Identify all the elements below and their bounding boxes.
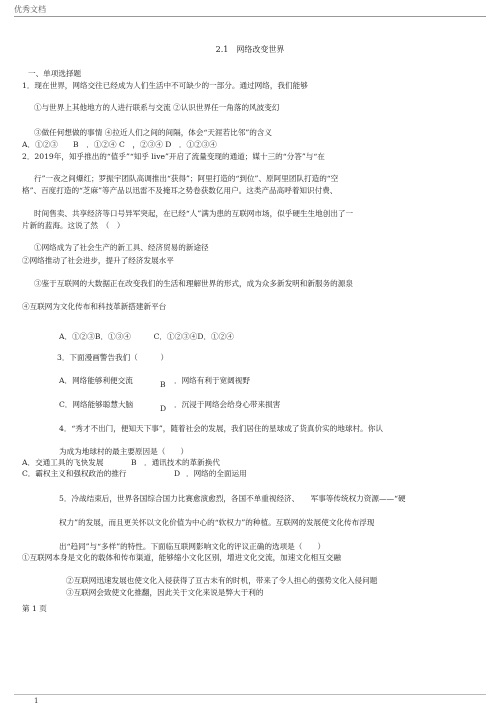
q3-option-c: C．网络能够聪慧大脑 (59, 400, 134, 409)
footer-rule (14, 694, 486, 695)
q3-option-b-mark: B (160, 380, 166, 389)
q5-option-line: ③互联网会致使文化推翻，因此关于文化来说是弊大于利的 (66, 588, 264, 597)
q4-option-a: A．交通工具的飞快发展 (22, 458, 104, 467)
section-title: 2.1 网络改变世界 (215, 45, 285, 54)
q2-answers: A．①②③B．①③④ C．①②③④D．①②④ (59, 332, 234, 341)
q2-stem-line: 2．2019年，知乎推出的“值乎”“知乎 live”开启了流量变现的通道；媒十三的“分答”与“在 (22, 152, 325, 161)
page-label: 第 1 页 (22, 604, 47, 613)
header-label: 优秀文档 (14, 5, 46, 14)
q5-stem-line: 权力”的发展，而且更关怀以文化价值为中心的“软权力”的种植。互联网的发展使文化传布浮现 (59, 518, 375, 527)
q3-option-a: A．网络能够利便交流 (59, 376, 133, 385)
q3-stem: 3．下面漫画警告我们（ ） (57, 353, 169, 362)
q5-stem-line: 出“趋同”与“多样”的特性。下面临互联网影响文化的评议正确的选项是（ ） (59, 542, 326, 551)
q2-option-line: ②网络推动了社会进步，提升了经济发展水平 (22, 256, 174, 265)
q3-option-d: ．沉浸于网络会给身心带来损害 (174, 400, 281, 409)
q4-option-b: ．通讯技术的革新换代 (144, 458, 220, 467)
header-rule (14, 16, 486, 17)
q2-stem-line: 行”一夜之间爆红；罗振宇团队高调推出“获得”；阿里打造的“到位”、原阿里团队打造的“空 (34, 174, 339, 183)
part-heading: 一、单项选择题 (28, 69, 82, 78)
q2-option-line: ③鉴于互联网的大数据正在改变我们的生活和理解世界的形式，成为众多新发明和新服务的源泉 (34, 279, 353, 288)
q3-option-b: ．网络有利于宽阔视野 (174, 376, 250, 385)
q1-stem: 1．现在世界，网络交往已经成为人们生活中不可缺少的一部分。通过网络，我们能够 (22, 81, 308, 90)
q1-answers: A．①②③ B ．①②④ C ，②③④ D ．①②③④ (22, 140, 217, 149)
q2-stem-line: 时间售卖、共享经济等口号异军突起，在已经“人”满为患的互联网市场，似乎硬生生地创出了一 (34, 209, 354, 218)
q5-option-line: ①互联网本身是文化的载体和传布渠道，能够缩小文化区别，增进文化交流，加速文化相互交融 (22, 553, 341, 562)
q4-option-b-mark: B (131, 458, 137, 467)
page-number: 1 (34, 697, 39, 705)
q5-option-line: ②互联网迅速发展也使文化入侵获得了亘古未有的时机，带来了令人担心的强势文化入侵问题 (66, 576, 378, 585)
q4-stem-line: 4．“秀才不出门，便知天下事”，随着社会的发展，我们居住的星球成了货真价实的地球村。你认 (59, 424, 383, 433)
q2-option-line: ①网络成为了社会生产的新工具、经济贸易的新途径 (34, 243, 209, 252)
q4-stem-line: 为成为地球村的最主要原因是（ ） (59, 447, 189, 456)
q2-stem-line: 格”、百度打造的“芝麻”等产品以迅雷不及掩耳之势卷获数亿用户。这类产品高呼着知识付费、 (22, 186, 338, 195)
q2-option-line: ④互联网为文化传布和科技革新搭建新平台 (22, 302, 167, 311)
q4-option-c: C．霸权主义和强权政治的推行 (22, 469, 127, 478)
q1-option-line: ③做任何想做的事情 ④拉近人们之间的间隔，体会“天涯若比邻”的含义 (34, 128, 272, 137)
q4-option-d-mark: D (174, 469, 181, 478)
q4-option-d: ．网络的全面运用 (186, 469, 247, 478)
q1-option-line: ①与世界上其他地方的人进行联系与交流 ②认识世界任一角落的风波变幻 (34, 103, 280, 112)
q2-stem-line: 片新的蓝海。这说了然 （ ） (22, 221, 125, 230)
q3-option-d-mark: D (160, 404, 167, 413)
q5-stem-line: 5．冷战结束后，世界各国综合国力比赛愈演愈烈，各国不单重视经济、 军事等传统权力资源——“硬 (59, 494, 406, 503)
